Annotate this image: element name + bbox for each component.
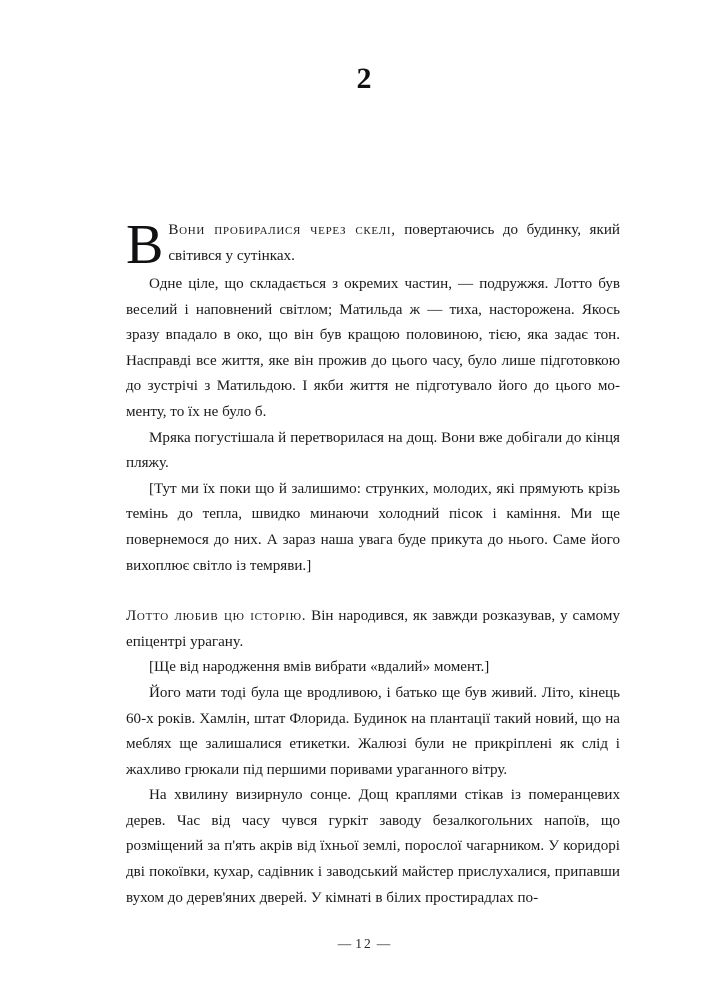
paragraph-3: Мряка погустішала й перетворилася на дощ. Вони вже добігали до кінця пляжу.	[126, 429, 620, 472]
page-footer	[0, 936, 728, 952]
paragraph-1-lead: Вони пробиралися через скелі,	[168, 222, 396, 238]
paragraph-7: Його мати тоді була ще вродливою, і батько ще був живий. Літо, кінець 60-х років. Хамлін, штат Флорида. Будинок на плантації такий новий, що на меблях ще залишалися етикетки. Жалюзі були не прикріплені як слід і жахливо грюкали під першими поривами ураганного вітру.	[126, 684, 620, 778]
body-text	[126, 214, 620, 911]
chapter-number: 2	[356, 62, 372, 95]
drop-cap-letter: В	[126, 214, 164, 276]
paragraph-5-rest: Він народився, як завжди розказував, у самому епіцентрі ураганy.	[126, 608, 620, 650]
footer-dash-right: —	[376, 936, 391, 951]
paragraph-6-bracketed: [Ще від народження вмів вибрати «вдалий» момент.]	[149, 659, 490, 676]
footer-dash-left: —	[337, 936, 352, 951]
paragraph-8: На хвилину визирнуло сонце. Дощ краплями стікав із померанцевих дерев. Час від часу чувся гуркіт заводу безалкогольних напоїв, що розміщений за п'ять акрів від їхньої землі, порослої чагарником. У коридорі дві покоївки, кухар, садівник і заводський майстер прислухалися, припавши вухом до дерев'яних дверей. У кімнаті в білих простирадлах по-	[126, 787, 620, 906]
paragraph-2: Одне ціле, що складається з окремих частин, — подружжя. Лотто був веселий і наповнений світлом; Матильда ж — тиха, насторожена. Якось зразу впадало в око, що він був кращою половиною, тією, яка задає тон. Насправді все життя, яке він прожив до цього часу, було лише підготовкою до зустрічі з Матильдою. І якби життя не підготувало його до цього моменту, то їх не було б.	[126, 276, 620, 420]
paragraph-1	[126, 214, 620, 276]
page-number: 12	[355, 936, 373, 951]
paragraph-1-rest: повертаючись до будинку, який світився у сутінках.	[168, 222, 620, 264]
paragraph-5-lead: Лотто любив цю історію.	[126, 608, 307, 625]
paragraph-5	[126, 604, 620, 655]
paragraph-4-bracketed: [Тут ми їх поки що й залишимо: струнких, молодих, які прямують крізь темінь до тепла, швидко минаючи холодний пісок і каміння. Ми ще повернемося до них. А зараз наша увага буде прикута до нього. Саме його вихоплює світло із темряви.]	[126, 480, 620, 574]
